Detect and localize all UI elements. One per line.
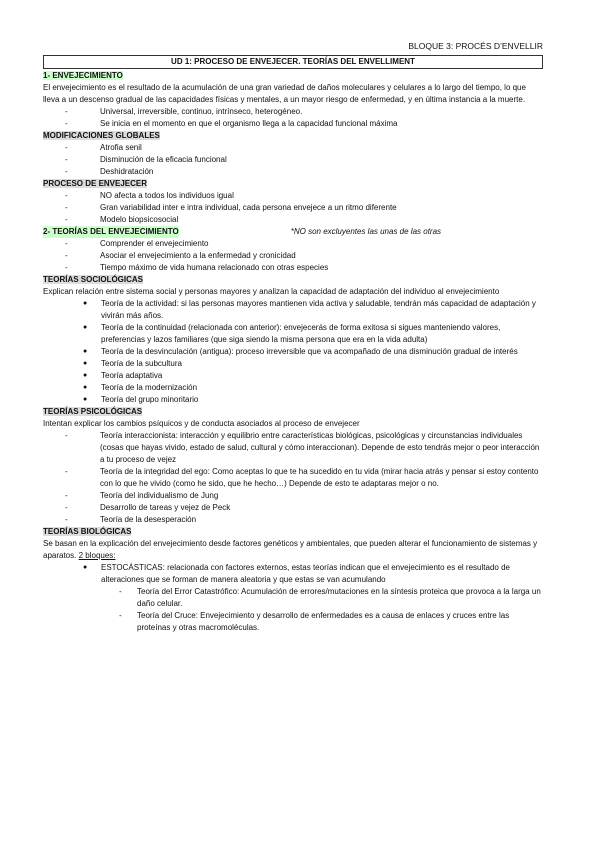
list-item: - Teoría del individualismo de Jung <box>65 490 543 502</box>
list <box>43 430 543 526</box>
unit-title: UD 1: PROCESO DE ENVEJECER. TEORÍAS DEL ENVELLIMENT <box>43 55 543 69</box>
section-title: TEORÍAS SOCIOLÓGICAS <box>43 275 144 284</box>
section-title: TEORÍAS PSICOLÓGICAS <box>43 407 143 416</box>
note: *NO son excluyentes las unas de las otras <box>290 227 442 236</box>
list-item: - Tiempo máximo de vida humana relacionado con otras especies <box>65 262 543 274</box>
section-title: 1- ENVEJECIMIENTO <box>43 71 123 80</box>
list-item: - Teoría del Cruce: Envejecimiento y desarrollo de enfermedades es a causa de enlaces y cruces entre las proteínas y otras macromoléculas. <box>119 610 543 634</box>
list-item: - Teoría de la integridad del ego: Como aceptas lo que te ha sucedido en tu vida (mirar hacia atrás y pensar si estoy contento con lo que he vivido (como he sido, que he hecho…) Depende de esto te adaptaras mejor o no. <box>65 466 543 490</box>
section-proceso <box>43 178 543 226</box>
list-item: - Desarrollo de tareas y vejez de Peck <box>65 502 543 514</box>
list-item: ● Teoría de la continuidad (relacionada con anterior): envejecerás de forma exitosa si sigues manteniendo valores, preferencias y lazos familiares (que siga siendo la misma persona que era en la vida adulta) <box>83 322 543 346</box>
section-title: MODIFICACIONES GLOBALES <box>43 131 160 140</box>
section-biologicas <box>43 526 543 634</box>
list-item: - Deshidratación <box>65 166 543 178</box>
list-item: - Comprender el envejecimiento <box>65 238 543 250</box>
list-item: ● Teoría de la desvinculación (antigua): proceso irreversible que va acompañado de una disminución gradual de interés <box>83 346 543 358</box>
section-envejecimiento <box>43 70 543 130</box>
list-item: ● Teoría de la modernización <box>83 382 543 394</box>
list-item: ● Teoría de la actividad: si las personas mayores mantienen vida activa y saludable, tendrán más capacidad de adaptación y vivirán más años. <box>83 298 543 322</box>
section-modificaciones <box>43 130 543 178</box>
paragraph-text: Se basan en la explicación del envejecimiento desde factores genéticos y ambientales, que pueden alterar el funcionamiento de sistemas y aparatos. <box>43 539 538 560</box>
section-title: PROCESO DE ENVEJECER <box>43 179 148 188</box>
section-title: TEORÍAS BIOLÓGICAS <box>43 527 132 536</box>
list <box>43 238 543 274</box>
list-item: - Asociar el envejecimiento a la enfermedad y cronicidad <box>65 250 543 262</box>
section-teorias <box>43 226 543 274</box>
list-item: - Gran variabilidad inter e intra individual, cada persona envejece a un ritmo diferente <box>65 202 543 214</box>
list-item: - Teoría del Error Catastrófico: Acumulación de errores/mutaciones en la síntesis proteica que provoca a la larga un daño celular. <box>119 586 543 610</box>
block-header: BLOQUE 3: PROCÉS D’ENVELLIR <box>408 41 543 51</box>
list <box>43 298 543 406</box>
list <box>43 562 543 586</box>
paragraph <box>43 538 543 562</box>
list-item: - Atrofia senil <box>65 142 543 154</box>
list-item: - NO afecta a todos los individuos igual <box>65 190 543 202</box>
section-title: 2- TEORÍAS DEL ENVEJECIMIENTO <box>43 227 179 236</box>
section-psicologicas <box>43 406 543 526</box>
list <box>43 142 543 178</box>
list <box>43 106 543 130</box>
sub-list <box>43 586 543 634</box>
paragraph: Explican relación entre sistema social y personas mayores y analizan la capacidad de adaptación del individuo al envejecimiento <box>43 287 500 296</box>
list <box>43 190 543 226</box>
list-item: - Teoría interaccionista: interacción y equilibrio entre características biológicas, psicológicas y circunstancias individuales (cosas que hayas vivido, estado de salud, cultural y cómo interaccionan). Depende de esto tendrás mejor o peor interacción a tu proceso de vejez <box>65 430 543 466</box>
section-sociologicas <box>43 274 543 406</box>
paragraph: El envejecimiento es el resultado de la acumulación de una gran variedad de daños moleculares y celulares a lo largo del tiempo, lo que lleva a un descenso gradual de las capacidades físicas y mentales, a un mayor riesgo de enfermedad, y en última instancia a la muerte. <box>43 83 526 104</box>
list-item: - Disminución de la eficacia funcional <box>65 154 543 166</box>
list-item: - Se inicia en el momento en que el organismo llega a la capacidad funcional máxima <box>65 118 543 130</box>
underlined-text: 2 bloques: <box>78 551 116 560</box>
list-item: ● ESTOCÁSTICAS: relacionada con factores externos, estas teorías indican que el envejecimiento es el resultado de alteraciones que se forman de manera aleatoria y que estas se van acumulando <box>83 562 543 586</box>
list-item: ● Teoría adaptativa <box>83 370 543 382</box>
list-item: ● Teoría de la subcultura <box>83 358 543 370</box>
list-item: - Universal, irreversible, continuo, intrínseco, heterogéneo. <box>65 106 543 118</box>
list-item: ● Teoría del grupo minoritario <box>83 394 543 406</box>
paragraph: Intentan explicar los cambios psíquicos y de conducta asociados al proceso de envejecer <box>43 419 360 428</box>
list-item: - Modelo biopsicosocial <box>65 214 543 226</box>
list-item: - Teoría de la desesperación <box>65 514 543 526</box>
